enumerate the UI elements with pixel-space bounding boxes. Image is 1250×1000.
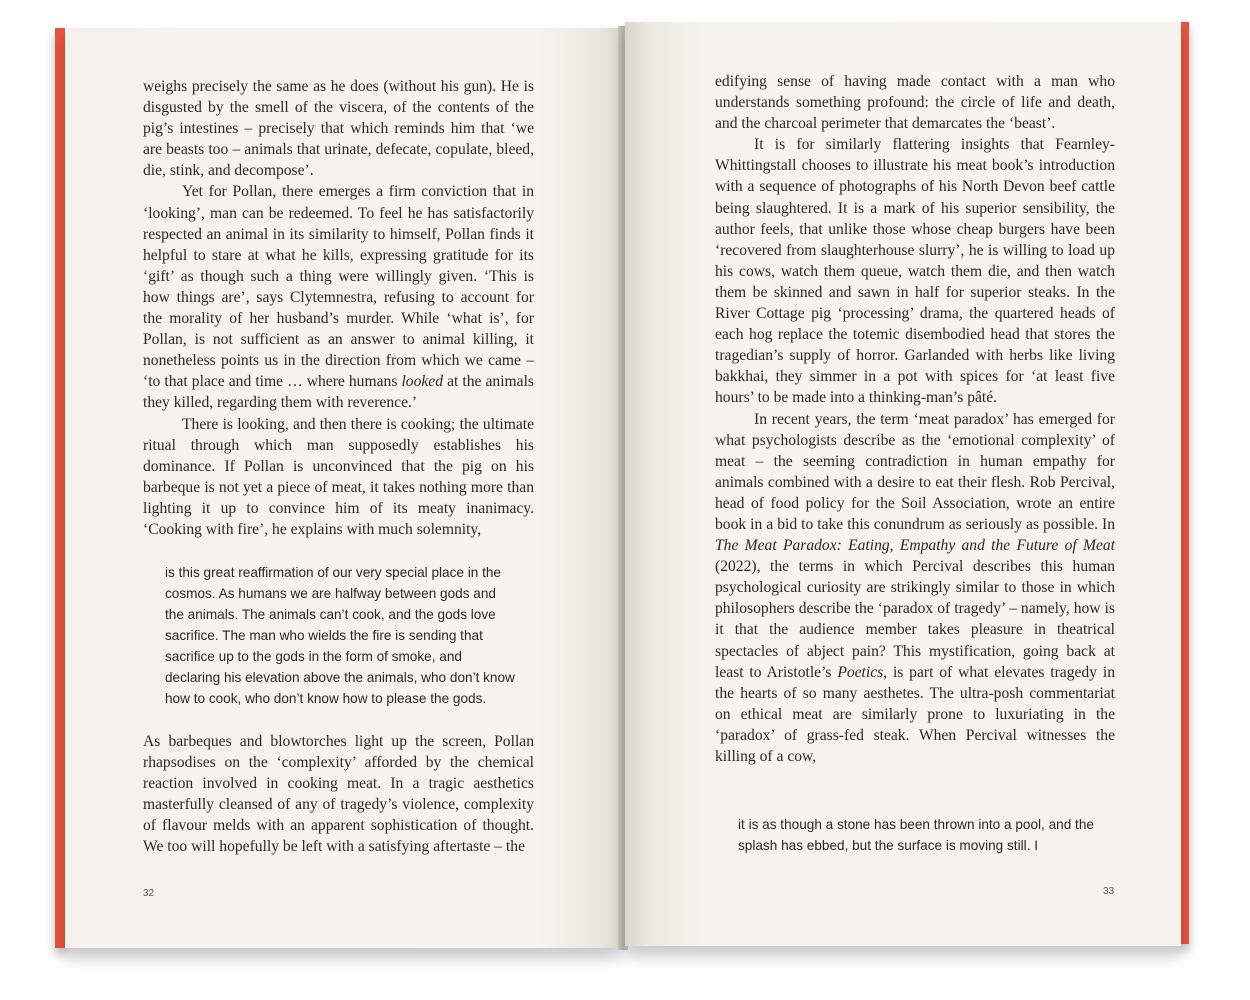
left-paragraph-4: As barbeques and blowtorches light up the screen, Pollan rhapsodises on the ‘complexity’ afforded by the chemical reaction involved in cooking meat. In a tragic aesthetics masterfully cleansed of any of tragedy’s violence, complexity of flavour melds with an apparent sophistication of thought. We too will hopefully be left with a satisfying aftertaste – the [143, 733, 534, 856]
right-body-text [715, 71, 1115, 767]
left-body-text [143, 76, 534, 540]
right-page [625, 22, 1181, 946]
left-page [65, 28, 620, 948]
left-paragraph-3: There is looking, and then there is cooking; the ultimate ritual through which man supposedly establishes his dominance. If Pollan is unconvinced that the pig on his barbeque is not yet a piece of meat, it takes nothing more than lighting it up to convince him of its meaty inanimacy. ‘Cooking with fire’, he explains with much solemnity, [143, 415, 534, 538]
right-paragraph-2: It is for similarly flattering insights that Fearnley-Whittingstall chooses to illustrate his meat book’s introduction with a sequence of photographs of his North Devon beef cattle being slaughtered. It is a mark of his superior sensibility, the author feels, that unlike those whose cheap burgers have been ‘recovered from slaughterhouse slurry’, he is willing to load up his cows, watch them queue, watch them die, and then watch them be skinned and sawn in half for superior steaks. In the River Cottage pig ‘processing’ drama, the quartered heads of each hog replace the totemic disembodied head that stores the tragedian’s supply of horror. Garlanded with herbs like living bakkhai, they simmer in a pot with spices for ‘at least five hours’ to be made into a thinking-man’s pâté. [715, 136, 1115, 407]
book-title: The Meat Paradox: Eating, Empathy and the Future of Meat [715, 537, 1115, 555]
right-block-quote: it is as though a stone has been thrown into a pool, and the splash has ebbed, but the surface is moving still. I [738, 817, 1094, 853]
poetics-title: Poetics [837, 663, 884, 681]
right-paragraph-1: edifying sense of having made contact with a man who understands something profound: the circle of life and death, and the charcoal perimeter that demarcates the ‘beast’. [715, 73, 1115, 133]
right-page-number: 33 [1103, 886, 1115, 897]
right-paragraph-3: In recent years, the term ‘meat paradox’ has emerged for what psychologists describe as the ‘emotional complexity’ of meat – the seeming contradiction in human empathy for animals combined with a desire to eat their flesh. Rob Percival, head of food policy for the Soil Association, wrote an entire book in a bid to take this conundrum as seriously as possible. In The Meat Paradox: Eating, Empathy and the Future of Meat (2022), the terms in which Percival describes this human psychological curiosity are strikingly similar to those in which philosophers describe the ‘paradox of tragedy’ – namely, how is it that the audience member takes pleasure in theatrical spectacles of abject pain? This mystification, going back at least to Aristotle’s Poetics, is part of what elevates tragedy in the hearts of so many aesthetes. The ultra-posh commentariat on ethical meat are similarly prone to luxuriating in the ‘paradox’ of grass-fed steak. When Percival witnesses the killing of a cow, [715, 410, 1115, 765]
open-book [55, 22, 1190, 952]
left-page-number: 32 [143, 888, 155, 899]
left-block-quote: is this great reaffirmation of our very special place in the cosmos. As humans we are halfway between gods and the animals. The animals can’t cook, and the gods love sacrifice. The man who wields the fire is sending that sacrifice up to the gods in the form of smoke, and declaring his elevation above the animals, who don’t know how to cook, who don’t know how to please the gods. [165, 565, 515, 706]
left-paragraph-2: Yet for Pollan, there emerges a firm conviction that in ‘looking’, man can be redeemed. To feel he has satisfactorily respected an animal in its similarity to himself, Pollan finds it helpful to stare at what he kills, expressing gratitude for its ‘gift’ as though such a thing were willingly given. ‘This is how things are’, says Clytemnestra, refusing to account for the morality of her husband’s murder. While ‘what is’, for Pollan, is not sufficient as an answer to animal killing, it nonetheless points us in the direction from which we came – ‘to that place and time … where humans looked at the animals they killed, regarding them with reverence.’ [143, 183, 534, 412]
left-paragraph-1: weighs precisely the same as he does (without his gun). He is disgusted by the smell of the viscera, of the contents of the pig’s intestines – precisely that which reminds him that ‘we are beasts too – animals that urinate, defecate, copulate, bleed, die, stink, and decompose’. [143, 78, 534, 180]
